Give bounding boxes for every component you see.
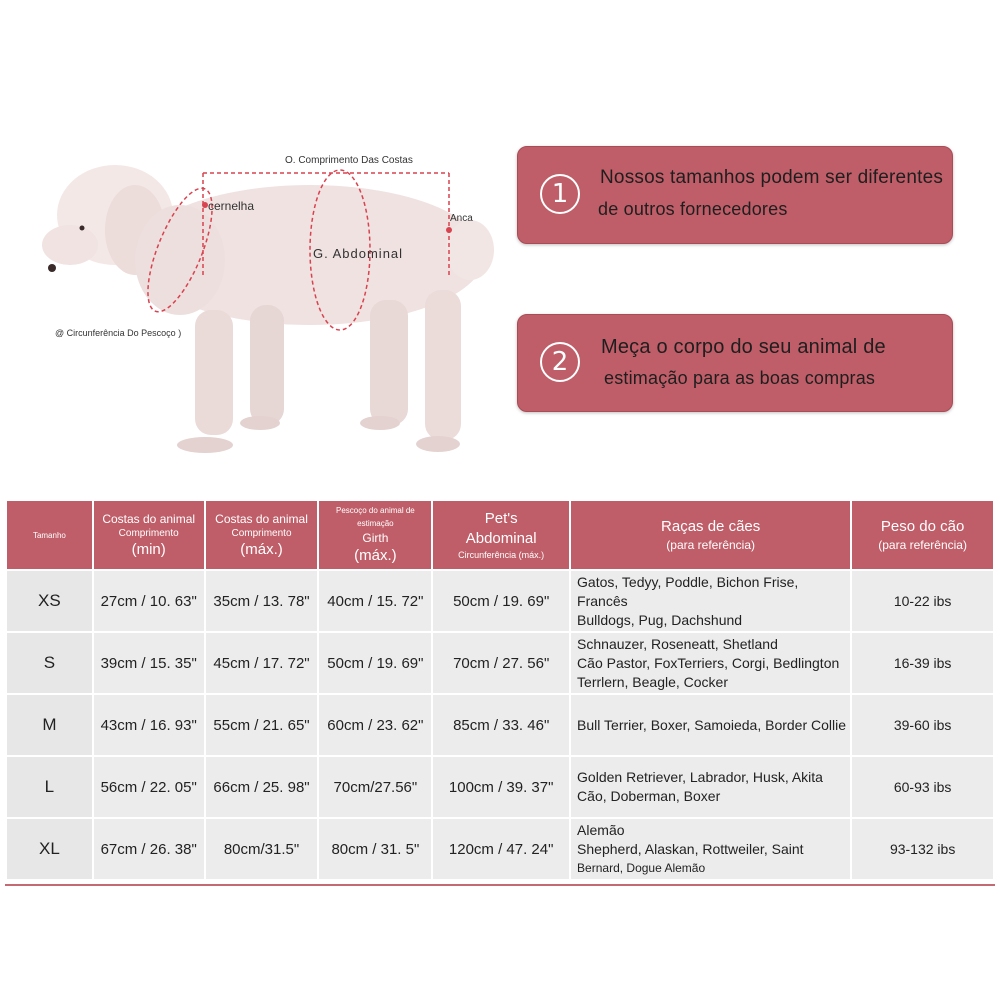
weight-cell: 39-60 ibs xyxy=(852,695,993,755)
size-cell: M xyxy=(7,695,92,755)
weight-cell: 60-93 ibs xyxy=(852,757,993,817)
table-row xyxy=(7,819,993,879)
header-neck-girth: Pescoço do animal de estimação Girth (máx.) xyxy=(319,501,431,569)
back-min-cell: 39cm / 15. 35" xyxy=(94,633,204,693)
info-box-1 xyxy=(517,146,953,244)
abdominal-cell: 70cm / 27. 56" xyxy=(433,633,569,693)
neck-cell: 50cm / 19. 69" xyxy=(319,633,431,693)
weight-cell: 10-22 ibs xyxy=(852,571,993,631)
info-2-line-2: estimação para as boas compras xyxy=(604,368,876,388)
abdominal-cell: 100cm / 39. 37" xyxy=(433,757,569,817)
info-1-line-2: de outros fornecedores xyxy=(598,199,788,219)
header-back-max: Costas do animal Comprimento (máx.) xyxy=(206,501,318,569)
number-1-icon: 1 xyxy=(540,174,580,214)
neck-cell: 70cm/27.56" xyxy=(319,757,431,817)
table-row xyxy=(7,695,993,755)
size-chart-table xyxy=(5,499,995,881)
header-abdominal: Pet's Abdominal Circunferência (máx.) xyxy=(433,501,569,569)
neck-cell: 60cm / 23. 62" xyxy=(319,695,431,755)
breeds-cell: Bull Terrier, Boxer, Samoieda, Border Collie xyxy=(571,695,850,755)
table-bottom-divider xyxy=(5,884,995,886)
withers-label: cernelha xyxy=(208,199,255,213)
back-max-cell: 66cm / 25. 98" xyxy=(206,757,318,817)
back-length-label: O. Comprimento Das Costas xyxy=(285,155,413,166)
size-cell: XL xyxy=(7,819,92,879)
breeds-cell: Alemão Shepherd, Alaskan, Rottweiler, Saint Bernard, Dogue Alemão xyxy=(571,819,850,879)
back-min-cell: 43cm / 16. 93" xyxy=(94,695,204,755)
size-cell: L xyxy=(7,757,92,817)
info-2-line-1: Meça o corpo do seu animal de xyxy=(601,336,886,358)
back-max-cell: 80cm/31.5" xyxy=(206,819,318,879)
weight-cell: 93-132 ibs xyxy=(852,819,993,879)
breeds-cell: Gatos, Tedyy, Poddle, Bichon Frise, Francês Bulldogs, Pug, Dachshund xyxy=(571,571,850,631)
breeds-cell: Golden Retriever, Labrador, Husk, Akita Cão, Doberman, Boxer xyxy=(571,757,850,817)
info-1-line-1: Nossos tamanhos podem ser diferentes xyxy=(600,167,944,188)
table-row xyxy=(7,633,993,693)
back-min-cell: 56cm / 22. 05" xyxy=(94,757,204,817)
table-header-row xyxy=(7,501,993,569)
info-box-2 xyxy=(517,314,953,412)
header-breeds: Raças de cães (para referência) xyxy=(571,501,850,569)
back-max-cell: 55cm / 21. 65" xyxy=(206,695,318,755)
dog-illustration xyxy=(42,165,494,453)
neck-cell: 80cm / 31. 5" xyxy=(319,819,431,879)
header-weight: Peso do cão (para referência) xyxy=(852,501,993,569)
back-min-cell: 27cm / 10. 63" xyxy=(94,571,204,631)
breeds-cell: Schnauzer, Roseneatt, Shetland Cão Pastor, FoxTerriers, Corgi, Bedlington Terrlern, Beagle, Cocker xyxy=(571,633,850,693)
header-back-min: Costas do animal Comprimento (min) xyxy=(94,501,204,569)
abdominal-cell: 50cm / 19. 69" xyxy=(433,571,569,631)
neck-girth-label: @ Circunferência Do Pescoço ) xyxy=(55,328,182,338)
dog-measurement-figure xyxy=(40,140,510,470)
back-max-cell: 45cm / 17. 72" xyxy=(206,633,318,693)
abdominal-cell: 85cm / 33. 46" xyxy=(433,695,569,755)
size-cell: S xyxy=(7,633,92,693)
size-cell: XS xyxy=(7,571,92,631)
number-2-icon: 2 xyxy=(540,342,580,382)
abdominal-cell: 120cm / 47. 24" xyxy=(433,819,569,879)
hip-dot xyxy=(446,227,452,233)
neck-cell: 40cm / 15. 72" xyxy=(319,571,431,631)
abdominal-label: G. Abdominal xyxy=(313,246,404,261)
hip-label: Anca xyxy=(450,213,473,224)
weight-cell: 16-39 ibs xyxy=(852,633,993,693)
back-min-cell: 67cm / 26. 38" xyxy=(94,819,204,879)
back-max-cell: 35cm / 13. 78" xyxy=(206,571,318,631)
header-size: Tamanho xyxy=(7,501,92,569)
table-row xyxy=(7,571,993,631)
table-row xyxy=(7,757,993,817)
